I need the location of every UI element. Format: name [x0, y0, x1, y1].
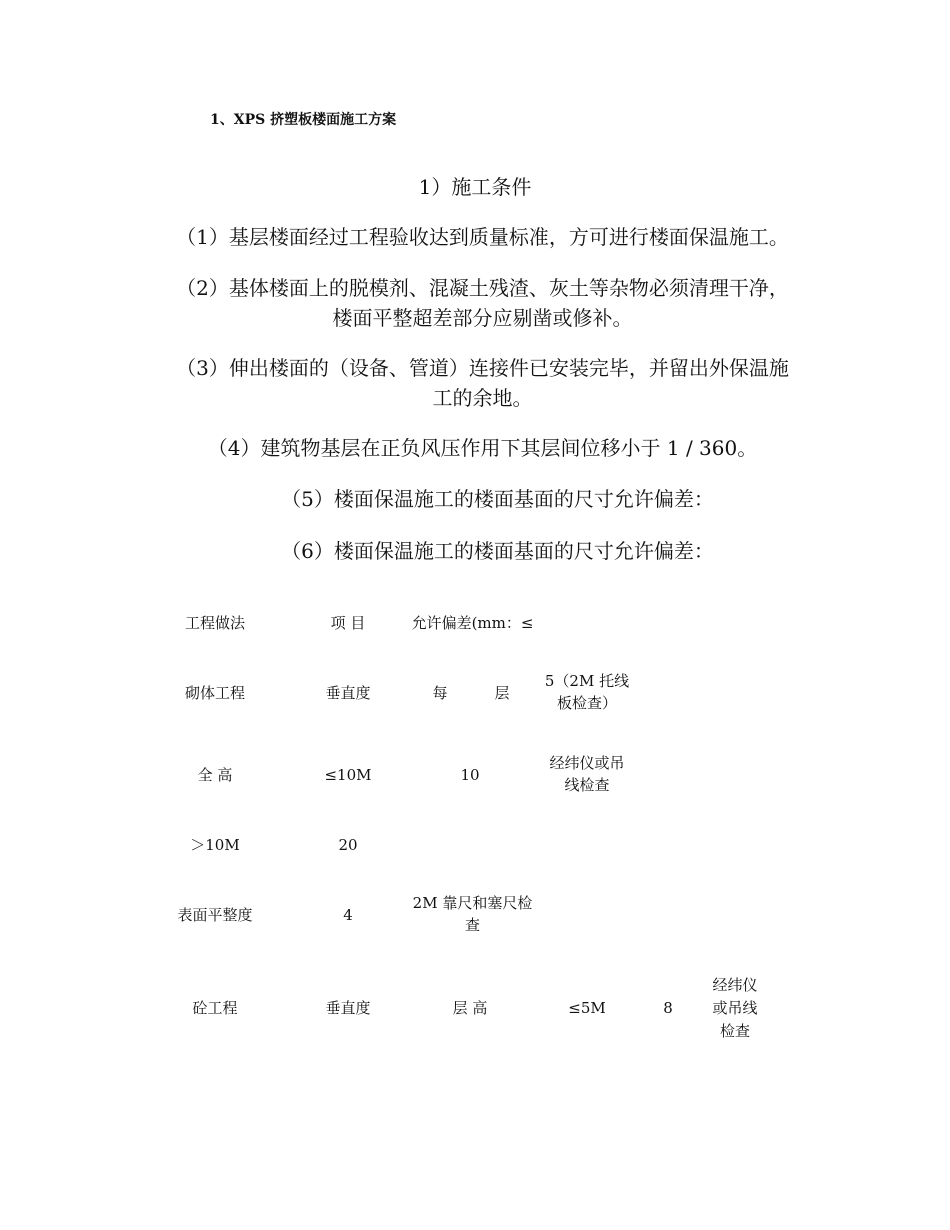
table-row5-floor-height: 层 高	[452, 999, 488, 1017]
paragraph-1: （1）基层楼面经过工程验收达到质量标准，方可进行楼面保温施工。	[176, 225, 789, 249]
paragraph-2-line-1: （2）基体楼面上的脱模剂、混凝土残渣、灰土等杂物必须清理干净，	[176, 276, 789, 300]
table-row1-floor: 层	[494, 684, 510, 702]
table-row4-item: 表面平整度	[177, 906, 253, 924]
table-row2-check-line2: 线检查	[564, 776, 610, 794]
paragraph-5: （5）楼面保温施工的楼面基面的尺寸允许偏差：	[281, 487, 714, 511]
table-row1-value-line2: 板检查）	[556, 694, 617, 712]
paragraph-3-line-1: （3）伸出楼面的（设备、管道）连接件已安装完毕，并留出外保温施	[176, 356, 789, 380]
table-row5-check-line2: 或吊线	[712, 999, 758, 1017]
table-row5-range: ≤5M	[568, 999, 606, 1017]
table-row2-check-line1: 经纬仪或吊	[549, 754, 625, 772]
table-header-item: 项 目	[330, 614, 366, 632]
table-row1-method: 砌体工程	[184, 684, 245, 702]
table-row5-check-line3: 检查	[719, 1022, 750, 1040]
table-header-tolerance: 允许偏差(mm：≤	[411, 614, 534, 632]
table-row5-method: 砼工程	[192, 999, 238, 1017]
section-title: 1）施工条件	[418, 175, 532, 199]
paragraph-6: （6）楼面保温施工的楼面基面的尺寸允许偏差：	[281, 539, 714, 563]
document-heading: 1、XPS 挤塑板楼面施工方案	[210, 112, 397, 128]
paragraph-2-line-2: 楼面平整超差部分应剔凿或修补。	[332, 306, 633, 330]
table-row2-value: 10	[460, 766, 480, 784]
table-row3-value: 20	[338, 836, 358, 854]
table-row1-value-line1: 5（2M 托线	[544, 672, 630, 690]
paragraph-3-line-2: 工的余地。	[432, 386, 533, 410]
table-header-method: 工程做法	[184, 614, 245, 632]
table-row4-check-line1: 2M 靠尺和塞尺检	[412, 894, 533, 912]
table-row3-item: ＞10M	[190, 836, 240, 854]
table-row1-item: 垂直度	[325, 684, 371, 702]
table-row5-item: 垂直度	[325, 999, 371, 1017]
table-row4-value: 4	[343, 906, 353, 924]
table-row2-item: ≤10M	[324, 766, 372, 784]
table-row1-per: 每	[432, 684, 448, 702]
table-row5-value: 8	[663, 999, 673, 1017]
table-row2-method: 全 高	[197, 766, 233, 784]
table-row4-check-line2: 查	[464, 916, 480, 934]
table-row5-check-line1: 经纬仪	[712, 976, 758, 994]
paragraph-4: （4）建筑物基层在正负风压作用下其层间位移小于 1 / 360。	[207, 436, 758, 460]
